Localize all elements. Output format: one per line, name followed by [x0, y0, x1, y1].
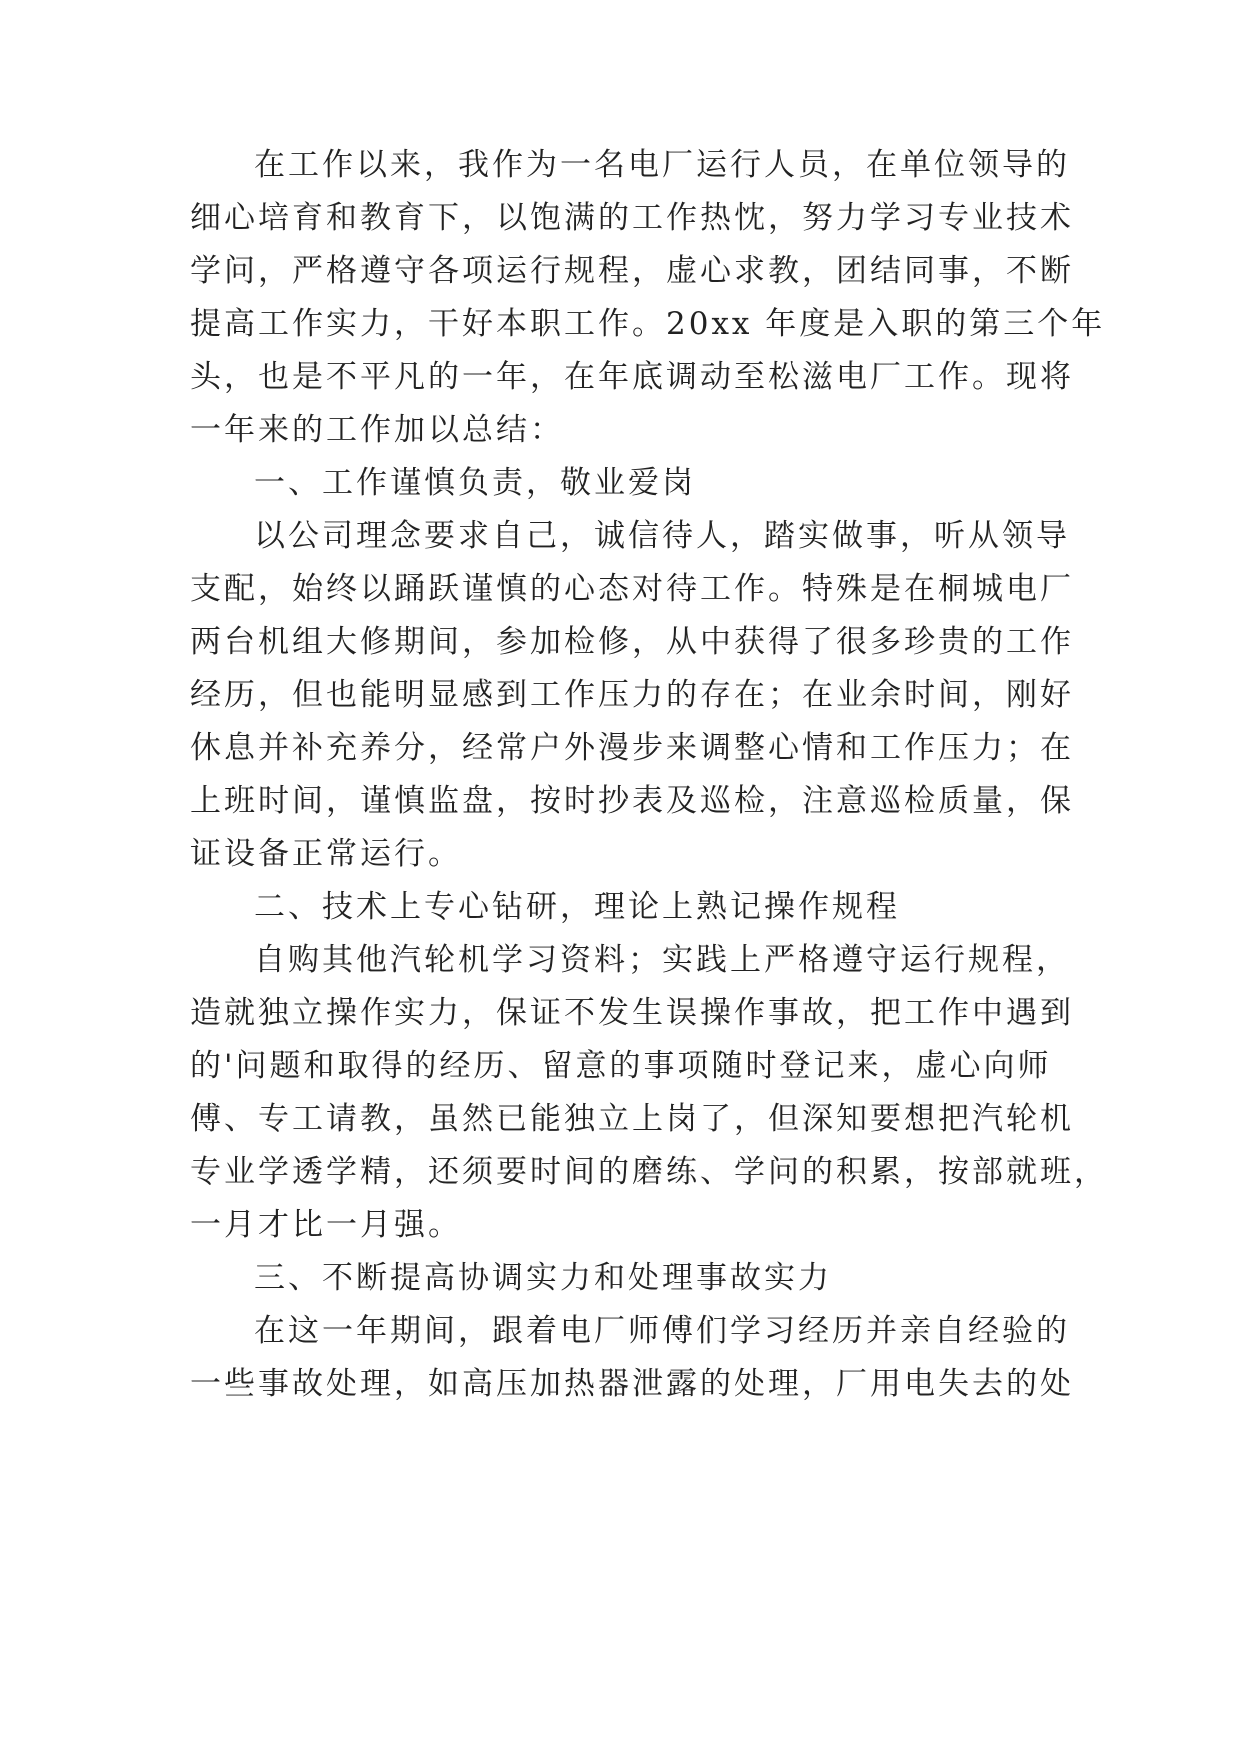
paragraph-1-line-6: 一年来的工作加以总结： [190, 412, 564, 448]
paragraph-1-line-3: 学问，严格遵守各项运行规程，虚心求教，团结同事，不断 [190, 253, 1074, 289]
section-heading-3: 三、不断提高协调实力和处理事故实力 [254, 1260, 832, 1296]
paragraph-3-line-6: 一月才比一月强。 [190, 1207, 462, 1243]
paragraph-2-line-3: 两台机组大修期间，参加检修，从中获得了很多珍贵的工作 [190, 624, 1074, 660]
paragraph-4-line-2: 一些事故处理，如高压加热器泄露的处理，厂用电失去的处 [190, 1366, 1074, 1402]
paragraph-1-line-1: 在工作以来，我作为一名电厂运行人员，在单位领导的 [254, 147, 1070, 183]
paragraph-3-line-5: 专业学透学精，还须要时间的磨练、学问的积累，按部就班， [190, 1154, 1108, 1190]
paragraph-3-line-4: 傅、专工请教，虽然已能独立上岗了，但深知要想把汽轮机 [190, 1101, 1074, 1137]
paragraph-3-line-1: 自购其他汽轮机学习资料；实践上严格遵守运行规程， [254, 942, 1070, 978]
paragraph-4-line-1: 在这一年期间，跟着电厂师傅们学习经历并亲自经验的 [254, 1313, 1070, 1349]
paragraph-2-line-7: 证设备正常运行。 [190, 836, 462, 872]
section-heading-2: 二、技术上专心钻研，理论上熟记操作规程 [254, 889, 900, 925]
paragraph-2-line-2: 支配，始终以踊跃谨慎的心态对待工作。特殊是在桐城电厂 [190, 571, 1074, 607]
section-heading-1: 一、工作谨慎负责，敬业爱岗 [254, 465, 696, 501]
paragraph-1-line-2: 细心培育和教育下，以饱满的工作热忱，努力学习专业技术 [190, 200, 1074, 236]
paragraph-3-line-3: 的'问题和取得的经历、留意的事项随时登记来，虚心向师 [190, 1048, 1052, 1084]
paragraph-2-line-6: 上班时间，谨慎监盘，按时抄表及巡检，注意巡检质量，保 [190, 783, 1074, 819]
paragraph-2-line-5: 休息并补充养分，经常户外漫步来调整心情和工作压力；在 [190, 730, 1074, 766]
paragraph-3-line-2: 造就独立操作实力，保证不发生误操作事故，把工作中遇到 [190, 995, 1074, 1031]
paragraph-1-line-5: 头，也是不平凡的一年，在年底调动至松滋电厂工作。现将 [190, 359, 1074, 395]
paragraph-1-line-4: 提高工作实力，干好本职工作。20xx 年度是入职的第三个年 [190, 306, 1106, 342]
paragraph-2-line-1: 以公司理念要求自己，诚信待人，踏实做事，听从领导 [254, 518, 1070, 554]
paragraph-2-line-4: 经历，但也能明显感到工作压力的存在；在业余时间，刚好 [190, 677, 1074, 713]
